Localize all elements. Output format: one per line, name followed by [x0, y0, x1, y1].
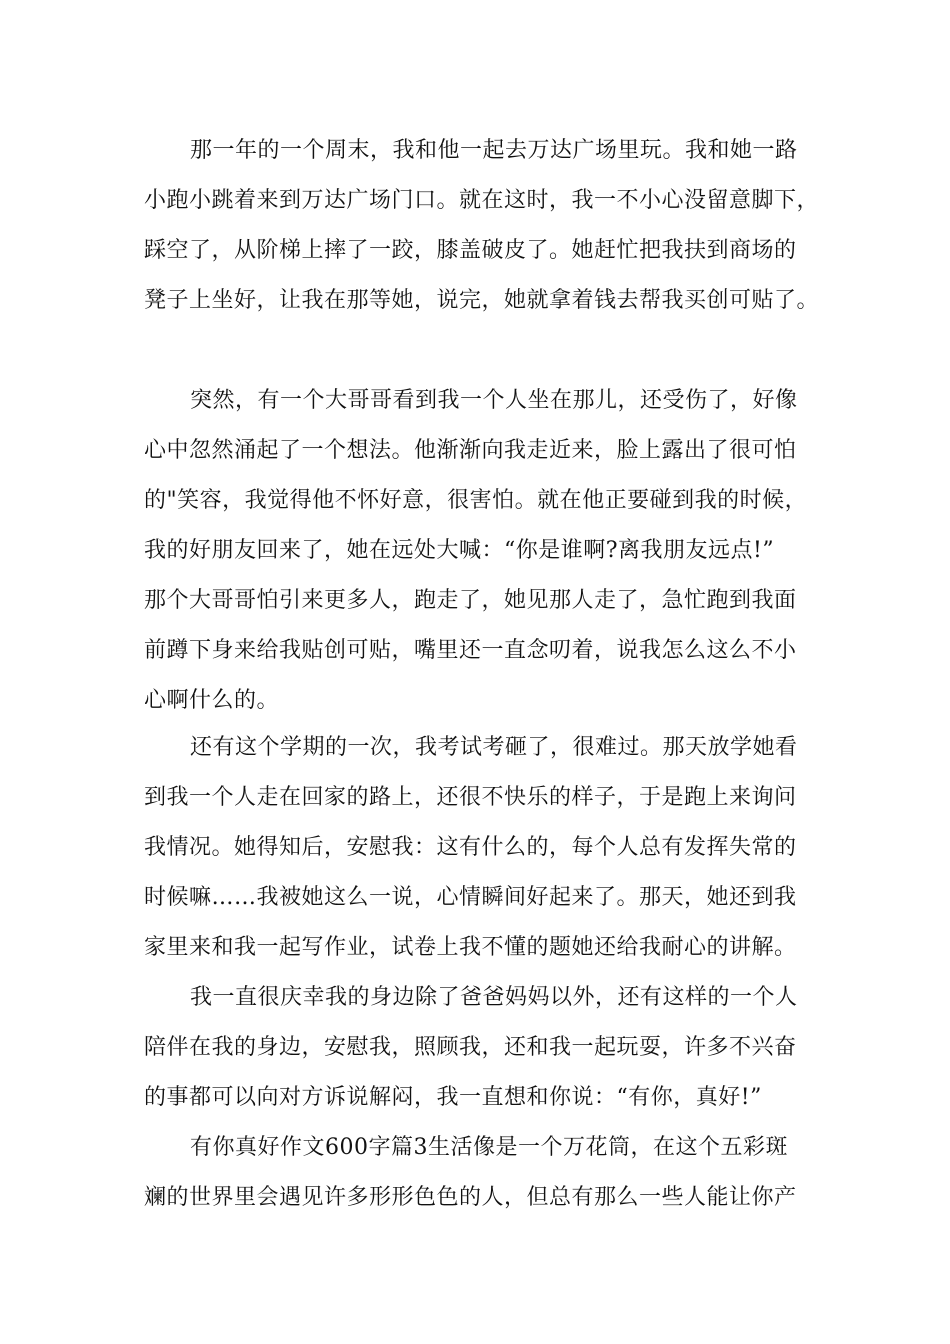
paragraph-3-line-5: 家里来和我一起写作业，试卷上我不懂的题她还给我耐心的讲解。: [144, 935, 797, 960]
paragraph-2-line-5: 那个大哥哥怕引来更多人，跑走了，她见那人走了，急忙跑到我面: [144, 588, 797, 613]
paragraph-2-line-7: 心啊什么的。: [144, 688, 280, 713]
paragraph-5-line-2: 斓的世界里会遇见许多形形色色的人，但总有那么一些人能让你产: [144, 1185, 797, 1210]
paragraph-3-line-4: 时候嘛……我被她这么一说，心情瞬间好起来了。那天，她还到我: [144, 885, 797, 910]
paragraph-1-line-3: 踩空了，从阶梯上摔了一跤，膝盖破皮了。她赶忙把我扶到商场的: [144, 238, 797, 263]
paragraph-1-line-1: 那一年的一个周末，我和他一起去万达广场里玩。我和她一路: [190, 138, 798, 163]
paragraph-3-line-3: 我情况。她得知后，安慰我：这有什么的，每个人总有发挥失常的: [144, 835, 797, 860]
paragraph-2-line-1: 突然，有一个大哥哥看到我一个人坐在那儿，还受伤了，好像: [190, 388, 798, 413]
paragraph-3-line-2: 到我一个人走在回家的路上，还很不快乐的样子，于是跑上来询问: [144, 785, 797, 810]
paragraph-2-line-6: 前蹲下身来给我贴创可贴，嘴里还一直念叨着，说我怎么这么不小: [144, 638, 797, 663]
paragraph-3-line-1: 还有这个学期的一次，我考试考砸了，很难过。那天放学她看: [190, 735, 798, 760]
paragraph-2-line-3: 的"笑容，我觉得他不怀好意，很害怕。就在他正要碰到我的时候，: [144, 488, 808, 513]
paragraph-2-line-2: 心中忽然涌起了一个想法。他渐渐向我走近来，脸上露出了很可怕: [144, 438, 797, 463]
paragraph-1-line-2: 小跑小跳着来到万达广场门口。就在这时，我一不小心没留意脚下，: [144, 188, 820, 213]
paragraph-5-line-1: 有你真好作文600字篇3生活像是一个万花筒，在这个五彩斑: [190, 1135, 788, 1160]
paragraph-2-line-4: 我的好朋友回来了，她在远处大喊：“你是谁啊?离我朋友远点!”: [144, 538, 775, 563]
paragraph-4-line-1: 我一直很庆幸我的身边除了爸爸妈妈以外，还有这样的一个人: [190, 985, 798, 1010]
paragraph-4-line-3: 的事都可以向对方诉说解闷，我一直想和你说：“有你，真好!”: [144, 1085, 762, 1110]
paragraph-1-line-4: 凳子上坐好，让我在那等她，说完，她就拿着钱去帮我买创可贴了。: [144, 288, 820, 313]
paragraph-4-line-2: 陪伴在我的身边，安慰我，照顾我，还和我一起玩耍，许多不兴奋: [144, 1035, 797, 1060]
